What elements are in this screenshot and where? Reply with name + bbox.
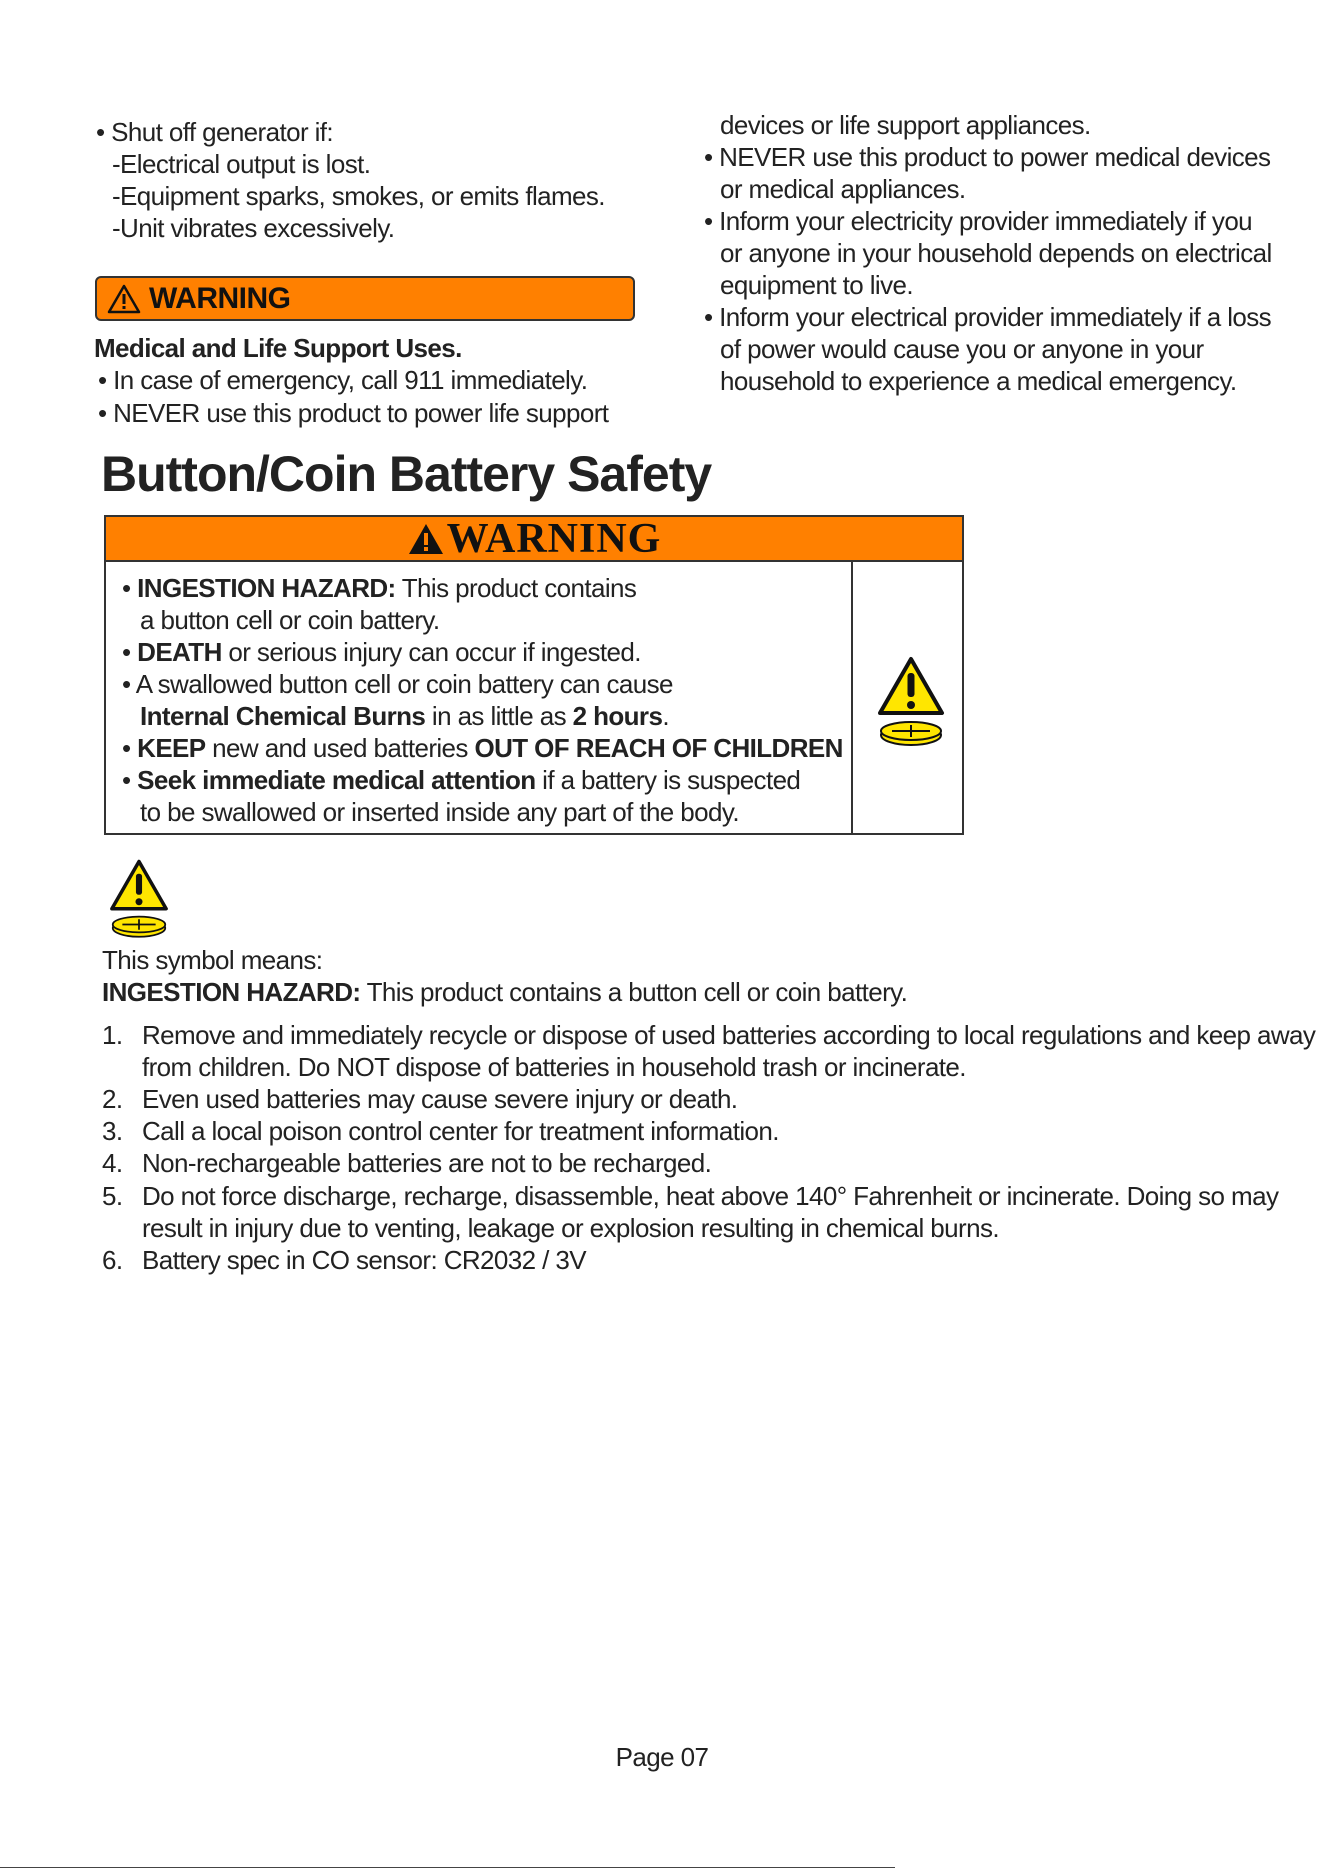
right-line: equipment to live. (720, 270, 913, 300)
list-item-text: Call a local poison control center for treatment information. (142, 1116, 779, 1146)
coin-battery-hazard-icon (108, 858, 170, 942)
list-number: 3. (102, 1116, 123, 1146)
list-item-text: Remove and immediately recycle or dispose of used batteries according to local regulations and keep away (142, 1020, 1316, 1050)
page-number: Page 07 (615, 1742, 709, 1772)
shutoff-item: -Electrical output is lost. (112, 149, 371, 179)
symbol-definition: INGESTION HAZARD: This product contains a button cell or coin battery. (102, 977, 908, 1007)
shutoff-item: -Unit vibrates excessively. (112, 213, 395, 243)
box-bullet-5: • Seek immediate medical attention if a battery is suspected (122, 765, 801, 795)
battery-warning-box (104, 515, 964, 835)
right-line: or anyone in your household depends on electrical (720, 238, 1272, 268)
warning-triangle-icon (107, 284, 141, 314)
medical-title: Medical and Life Support Uses. (94, 333, 462, 363)
right-line: of power would cause you or anyone in your (720, 334, 1204, 364)
medical-bullet: • In case of emergency, call 911 immediately. (98, 365, 588, 395)
box-bullet-2: • DEATH or serious injury can occur if ingested. (122, 637, 641, 667)
list-item-text: Battery spec in CO sensor: CR2032 / 3V (142, 1245, 586, 1275)
box-bullet-1-cont: a button cell or coin battery. (140, 605, 440, 635)
section-heading: Button/Coin Battery Safety (101, 446, 712, 502)
bottom-rule (0, 1867, 895, 1868)
right-line: household to experience a medical emergency. (720, 366, 1237, 396)
list-number: 5. (102, 1181, 123, 1211)
box-bullet-5-cont: to be swallowed or inserted inside any part of the body. (140, 797, 739, 827)
symbol-means: This symbol means: (102, 945, 323, 975)
box-header (106, 517, 962, 562)
box-bullet-1: • INGESTION HAZARD: This product contains (122, 573, 637, 603)
shutoff-item: -Equipment sparks, smokes, or emits flames. (112, 181, 605, 211)
list-item-text: Do not force discharge, recharge, disassemble, heat above 140° Fahrenheit or incinerate. Doing so may (142, 1181, 1279, 1211)
right-line: • NEVER use this product to power medical devices (704, 142, 1271, 172)
list-number: 4. (102, 1148, 123, 1178)
box-bullet-3-cont: Internal Chemical Burns in as little as 2 hours. (140, 701, 669, 731)
list-number: 2. (102, 1084, 123, 1114)
list-number: 6. (102, 1245, 123, 1275)
warning-bar (95, 276, 635, 321)
right-line: • Inform your electricity provider immediately if you (704, 206, 1253, 236)
list-item-text: Even used batteries may cause severe injury or death. (142, 1084, 738, 1114)
shutoff-intro: • Shut off generator if: (96, 117, 334, 147)
box-bullet-3: • A swallowed button cell or coin battery can cause (122, 669, 673, 699)
warning-label: WARNING (149, 281, 291, 315)
right-line: • Inform your electrical provider immediately if a loss (704, 302, 1272, 332)
list-number: 1. (102, 1020, 123, 1050)
right-line: or medical appliances. (720, 174, 966, 204)
list-item-text: Non-rechargeable batteries are not to be recharged. (142, 1148, 712, 1178)
box-bullet-4: • KEEP new and used batteries OUT OF REACH OF CHILDREN (122, 733, 843, 763)
list-item-text: result in injury due to venting, leakage or explosion resulting in chemical burns. (142, 1213, 999, 1243)
warning-triangle-icon (407, 522, 445, 556)
coin-battery-hazard-icon (876, 655, 946, 751)
medical-bullet: • NEVER use this product to power life support (98, 398, 609, 428)
box-warning-label: WARNING (446, 515, 662, 562)
box-divider (851, 560, 853, 833)
list-item-text: from children. Do NOT dispose of batteries in household trash or incinerate. (142, 1052, 966, 1082)
right-line: devices or life support appliances. (720, 110, 1091, 140)
